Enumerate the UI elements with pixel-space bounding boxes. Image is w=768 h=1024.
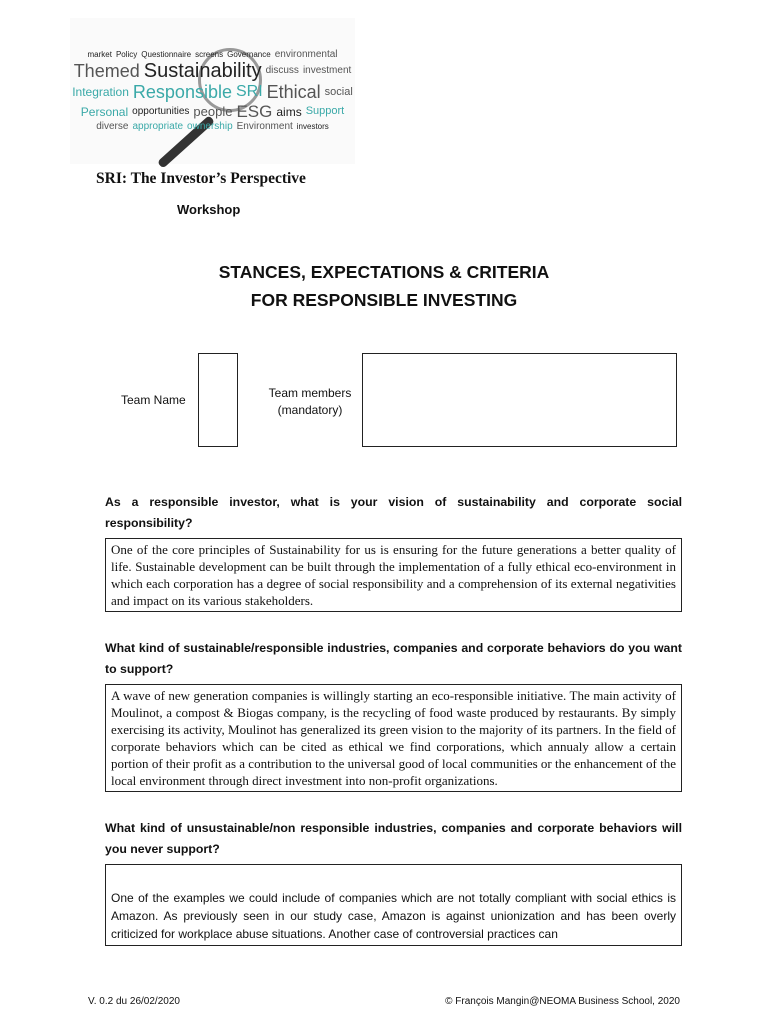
cloud-word: Ethical	[266, 82, 321, 103]
cloud-word: diverse	[96, 120, 129, 132]
cloud-word: opportunities	[132, 105, 190, 117]
cloud-word: people	[193, 104, 233, 120]
document-subtitle: Workshop	[177, 202, 241, 217]
team-members-label	[264, 385, 356, 419]
cloud-word: Environment	[236, 120, 293, 132]
version-footer: V. 0.2 du 26/02/2020	[88, 996, 180, 1007]
cloud-word: Responsible	[132, 82, 232, 103]
cloud-word: Support	[305, 105, 345, 118]
copyright-footer: © François Mangin@NEOMA Business School, 2020	[445, 996, 680, 1007]
cloud-word: Sustainability	[143, 60, 262, 83]
cloud-word: discuss	[265, 65, 299, 77]
team-members-label-line-2: (mandatory)	[277, 403, 343, 417]
cloud-word: Themed	[73, 61, 140, 82]
document-title: SRI: The Investor’s Perspective	[96, 170, 306, 187]
sri-word-cloud-image	[70, 18, 355, 164]
cloud-word: investment	[302, 65, 352, 77]
cloud-word: environmental	[274, 48, 338, 60]
questions-section	[105, 492, 682, 946]
team-members-field[interactable]	[362, 353, 677, 447]
cloud-word: screens	[195, 49, 224, 59]
cloud-word: Integration	[72, 85, 129, 100]
cloud-word: investors	[296, 121, 329, 131]
question-3: What kind of unsustainable/non responsible industries, companies and corporate behaviors will you never support?	[105, 821, 682, 856]
answer-3-field[interactable]: One of the examples we could include of companies which are not totally compliant with social ethics is Amazon. As previously seen in our study case, Amazon is against unionization and has been overly criticized for workplace abuse situations. Another case of controversial practices can	[105, 864, 682, 946]
cloud-word: Personal	[80, 104, 129, 119]
cloud-word: Governance	[227, 49, 271, 59]
answer-2-field[interactable]: A wave of new generation companies is willingly starting an eco-responsible initiative. The main activity of Moulinot, a compost & Biogas company, is the recycling of food waste produced by restaurants. By simply exercising its activity, Moulinot has generalized its green vision to the majority of its partners. In the field of corporate behaviors which can be cited as ethical we find corporations, which annualy allow a certain portion of their profit as a contribution to the universal good of local communities or the enhancement of the local environment through direct investment into non-profit organizations.	[105, 684, 682, 792]
cloud-word: market	[87, 49, 112, 59]
cloud-word: Questionnaire	[141, 49, 192, 59]
question-1: As a responsible investor, what is your vision of sustainability and corporate social responsibility?	[105, 495, 682, 530]
team-members-label-line-1: Team members	[268, 386, 352, 400]
answer-1-field[interactable]: One of the core principles of Sustainability for us is ensuring for the future generations a better quality of life. Sustainable development can be built through the implementation of a fully ethical eco-environment in which each corporation has a degree of social responsibility and a comprehension of its external negativities and impact on its various stakeholders.	[105, 538, 682, 612]
main-heading-line-2: FOR RESPONSIBLE INVESTING	[250, 290, 518, 310]
team-name-field[interactable]	[198, 353, 238, 447]
cloud-word: ESG	[236, 102, 273, 122]
cloud-word: social	[324, 85, 353, 98]
main-heading-line-1: STANCES, EXPECTATIONS & CRITERIA	[218, 262, 550, 282]
question-2: What kind of sustainable/responsible industries, companies and corporate behaviors do you want to support?	[105, 641, 682, 676]
cloud-word: Policy	[115, 49, 138, 59]
cloud-word: appropriate	[132, 120, 184, 132]
team-name-label: Team Name	[121, 393, 186, 407]
cloud-word: SRI	[235, 83, 263, 101]
cloud-word: ownership	[187, 120, 233, 132]
cloud-word: aims	[276, 104, 302, 119]
